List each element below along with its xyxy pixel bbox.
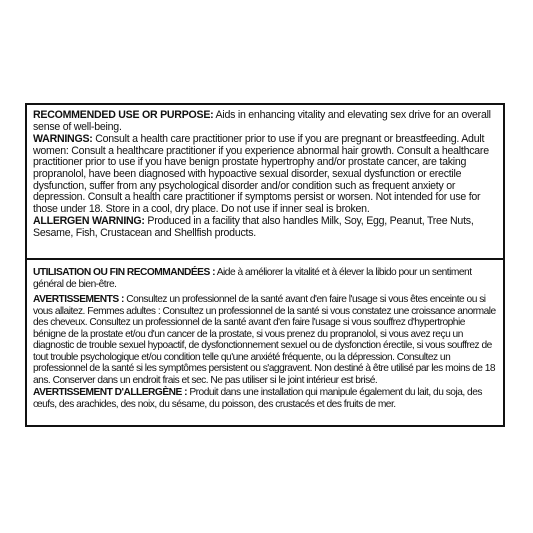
warnings-heading: WARNINGS: — [33, 133, 93, 146]
french-section — [33, 267, 497, 411]
utilisation-paragraph — [33, 267, 497, 290]
allergen-paragraph — [33, 216, 497, 239]
recommended-use-text: Aids in enhancing vitality and elevating sex drive for an overall sense of well-being. — [33, 109, 491, 133]
allergen-text: Produced in a facility that also handles Milk, Soy, Egg, Peanut, Tree Nuts, Sesame, Fish, Crustacean and Shellfish products. — [33, 215, 474, 239]
english-section — [33, 110, 497, 241]
avertissements-text: Consultez un professionnel de la santé avant d'en faire l'usage si vous êtes enceinte ou si vous allaitez. Femmes adultes : Consultez un professionnel de la santé si vous constatez une croissance anormale des cheveux. Consultez un professionnel de la santé avant d'en faire l'usage si vous souffrez d'hypertrophie bénigne de la prostate et/ou d'un cancer de la prostate, si vous prenez du propranolol, si vous avez reçu un diagnostic de trouble sexuel hypoactif, de dysfonctionnement sexuel ou de dysfonction érectile, si vous souffrez de tout trouble psychologique et/ou condition telle qu'une anxiété fréquente, ou la dépression. Consultez un professionnel de la santé si les symptômes persistent ou s'aggravent. Non destiné à être utilisé par les moins de 18 ans. Conserver dans un endroit frais et sec. Ne pas utiliser si le joint intérieur est brisé. — [33, 294, 496, 386]
section-divider — [27, 258, 503, 260]
warnings-paragraph — [33, 134, 497, 215]
allergene-text: Produit dans une installation qui manipule également du lait, du soja, des œufs, des arachides, des noix, du sésame, du poisson, des crustacés et des fruits de mer. — [33, 387, 482, 410]
product-label-panel — [25, 103, 505, 427]
utilisation-heading: UTILISATION OU FIN RECOMMANDÉES : — [33, 267, 215, 278]
allergene-heading: AVERTISSEMENT D'ALLERGÈNE : — [33, 387, 188, 398]
avertissements-heading: AVERTISSEMENTS : — [33, 294, 124, 305]
warnings-text: Consult a health care practitioner prior to use if you are pregnant or breastfeeding. Adult women: Consult a healthcare practitioner if you experience abnormal hair growth. Consult a healthcare practitioner prior to use if you have benign prostate hypertrophy and/or prostate cancer, are taking propranolol, have been diagnosed with hypoactive sexual disorder, sexual dysfunction or erectile dysfunction, suffer from any psychological disorder and/or condition such as frequent anxiety or depression. Consult a health care practitioner if symptoms persist or worsen. Not intended for use for those under 18. Store in a cool, dry place. Do not use if inner seal is broken. — [33, 133, 489, 215]
allergen-heading: ALLERGEN WARNING: — [33, 215, 145, 228]
recommended-use-heading: RECOMMENDED USE OR PURPOSE: — [33, 109, 214, 121]
avertissements-paragraph — [33, 294, 497, 386]
allergene-paragraph — [33, 387, 497, 410]
recommended-use-paragraph — [33, 110, 497, 133]
utilisation-text: Aide à améliorer la vitalité et à élever la libido pour un sentiment général de bien-être. — [33, 267, 472, 290]
